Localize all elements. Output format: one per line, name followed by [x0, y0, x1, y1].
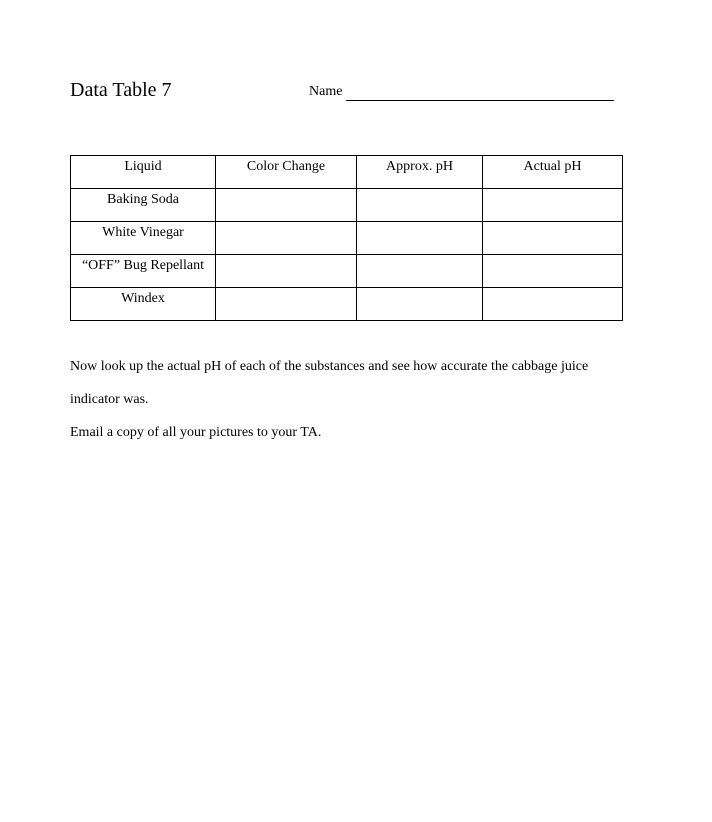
table-row	[71, 255, 623, 288]
instruction-line-2: indicator was.	[70, 392, 149, 407]
approx-ph-cell[interactable]	[357, 288, 483, 321]
column-header-color-change: Color Change	[216, 156, 357, 189]
actual-ph-cell[interactable]	[483, 288, 623, 321]
actual-ph-cell[interactable]	[483, 189, 623, 222]
table-row	[71, 189, 623, 222]
liquid-cell: White Vinegar	[71, 222, 216, 255]
liquid-cell: Baking Soda	[71, 189, 216, 222]
liquid-cell: Windex	[71, 288, 216, 321]
color-change-cell[interactable]	[216, 255, 357, 288]
table-header-row	[71, 156, 623, 189]
name-label: Name	[309, 84, 343, 99]
approx-ph-cell[interactable]	[357, 189, 483, 222]
column-header-approx-ph: Approx. pH	[357, 156, 483, 189]
name-blank-line[interactable]	[346, 86, 614, 101]
column-header-actual-ph: Actual pH	[483, 156, 623, 189]
actual-ph-cell[interactable]	[483, 255, 623, 288]
color-change-cell[interactable]	[216, 222, 357, 255]
table-row	[71, 288, 623, 321]
liquid-cell: “OFF” Bug Repellant	[71, 255, 216, 288]
instruction-line-3: Email a copy of all your pictures to your TA.	[70, 425, 322, 440]
instruction-line-1: Now look up the actual pH of each of the substances and see how accurate the cabbage juice	[70, 359, 589, 374]
data-table	[70, 155, 623, 321]
name-field-area	[309, 83, 614, 101]
color-change-cell[interactable]	[216, 288, 357, 321]
column-header-liquid: Liquid	[71, 156, 216, 189]
table-row	[71, 222, 623, 255]
actual-ph-cell[interactable]	[483, 222, 623, 255]
color-change-cell[interactable]	[216, 189, 357, 222]
approx-ph-cell[interactable]	[357, 255, 483, 288]
approx-ph-cell[interactable]	[357, 222, 483, 255]
page-title: Data Table 7	[70, 79, 172, 101]
